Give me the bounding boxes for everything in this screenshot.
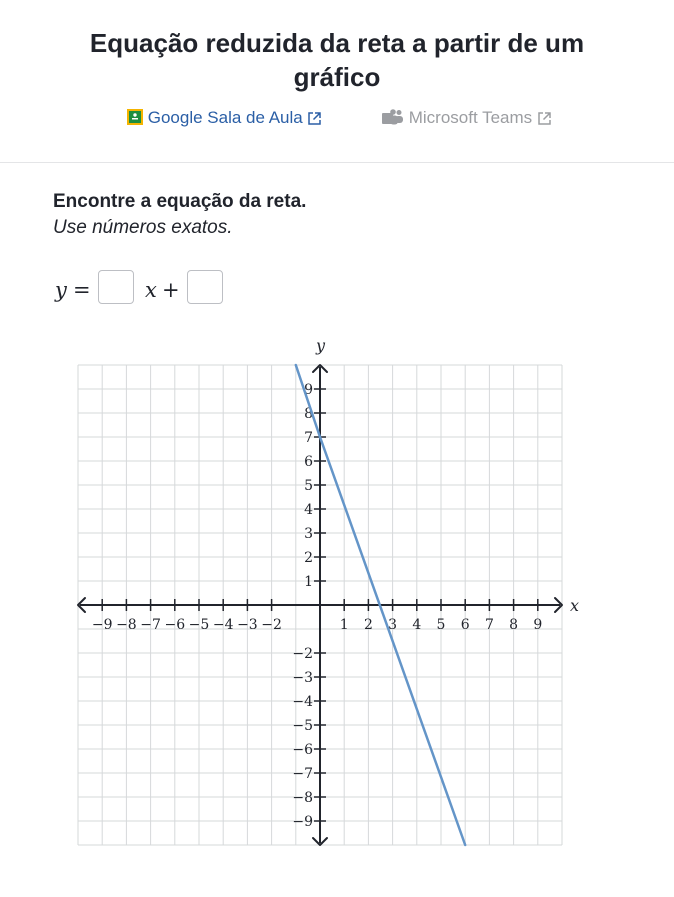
y-tick-label: −5: [292, 718, 313, 734]
external-link-icon: [307, 108, 322, 127]
share-microsoft-teams-link[interactable]: [382, 106, 552, 130]
share-google-label: Google Sala de Aula: [147, 108, 303, 127]
x-tick-label: −6: [164, 617, 186, 633]
y-tick-label: 3: [304, 526, 313, 542]
x-tick-label: 7: [484, 617, 494, 633]
question-prompt: Encontre a equação da reta.: [53, 191, 307, 212]
y-tick-label: 4: [304, 502, 313, 518]
x-tick-label: 4: [412, 617, 422, 633]
share-bar: [0, 106, 674, 130]
question-hint: Use números exatos.: [53, 217, 233, 238]
x-tick-label: 8: [509, 617, 519, 633]
y-tick-label: 6: [304, 454, 313, 470]
y-tick-label: 7: [304, 430, 313, 446]
x-tick-label: 6: [460, 617, 470, 633]
equation-x: x: [145, 278, 157, 302]
share-teams-label: Microsoft Teams: [408, 108, 533, 127]
y-tick-label: −2: [292, 646, 313, 662]
google-classroom-icon: [127, 108, 143, 127]
y-tick-label: 8: [304, 406, 313, 422]
x-tick-label: −7: [140, 617, 161, 633]
x-tick-label: 1: [339, 617, 349, 633]
intercept-input[interactable]: [187, 270, 223, 304]
page-title: Equação reduzida da reta a partir de um gráfico: [89, 28, 585, 92]
x-axis-label: x: [570, 596, 580, 615]
equation-equals: =: [73, 278, 91, 302]
x-tick-label: −3: [237, 617, 258, 633]
x-tick-label: 3: [388, 617, 398, 633]
x-tick-label: 9: [533, 617, 543, 633]
y-tick-label: −9: [292, 814, 313, 830]
y-tick-label: −8: [292, 790, 313, 806]
x-tick-label: 5: [436, 617, 446, 633]
y-tick-label: 2: [304, 550, 313, 566]
x-tick-label: −2: [261, 617, 282, 633]
y-tick-label: −4: [292, 694, 313, 710]
x-tick-label: −4: [212, 617, 234, 633]
microsoft-teams-icon: [382, 108, 404, 127]
y-tick-label: −7: [292, 766, 313, 782]
y-tick-label: 9: [304, 382, 313, 398]
slope-input[interactable]: [98, 270, 134, 304]
external-link-icon: [537, 108, 552, 127]
y-tick-label: −6: [292, 742, 313, 758]
x-tick-label: −5: [188, 617, 210, 633]
y-tick-label: −3: [292, 670, 313, 686]
divider: [0, 162, 674, 163]
x-tick-label: −8: [116, 617, 137, 633]
y-axis-label: y: [316, 336, 326, 355]
x-tick-label: −9: [91, 617, 113, 633]
equation-y: y: [55, 278, 67, 302]
x-tick-label: 2: [363, 617, 373, 633]
y-tick-label: 1: [304, 574, 313, 590]
equation-plus: +: [162, 278, 180, 302]
y-tick-label: 5: [304, 478, 313, 494]
share-google-classroom-link[interactable]: [127, 106, 322, 130]
coordinate-graph[interactable]: [0, 330, 674, 870]
